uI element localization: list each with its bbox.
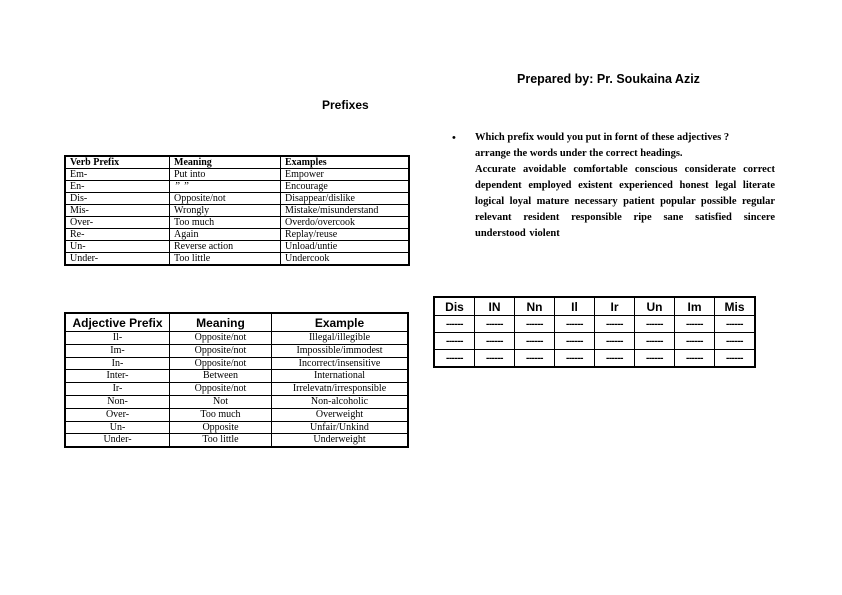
category-header-il: Il [555, 297, 595, 316]
adj-meaning-cell: Between [170, 370, 272, 383]
adjective-table-header [65, 313, 408, 332]
blank-cell: ------ [635, 333, 675, 350]
verb-example-cell: Mistake/misunderstand [281, 205, 410, 217]
adj-header-meaning: Meaning [170, 313, 272, 332]
blank-cell: ------ [475, 333, 515, 350]
adj-example-cell: International [272, 370, 409, 383]
verb-prefix-cell: Under- [65, 253, 170, 266]
table-row [65, 421, 408, 434]
adj-header-prefix: Adjective Prefix [65, 313, 170, 332]
adj-prefix-cell: Non- [65, 395, 170, 408]
verb-meaning-cell: ” ” [170, 181, 281, 193]
table-row [65, 332, 408, 345]
table-row [434, 333, 755, 350]
verb-prefix-cell: En- [65, 181, 170, 193]
adj-example-cell: Illegal/illegible [272, 332, 409, 345]
blank-cell: ------ [555, 333, 595, 350]
adj-prefix-cell: Inter- [65, 370, 170, 383]
blank-cell: ------ [715, 316, 756, 333]
verb-example-cell: Replay/reuse [281, 229, 410, 241]
blank-cell: ------ [434, 316, 475, 333]
exercise-question-line1: Which prefix would you put in fornt of these adjectives ? [475, 132, 730, 143]
blank-cell: ------ [434, 333, 475, 350]
blank-cell: ------ [595, 333, 635, 350]
table-row [65, 217, 409, 229]
verb-header-examples: Examples [281, 156, 410, 169]
verb-meaning-cell: Opposite/not [170, 193, 281, 205]
page-title: Prefixes [322, 98, 369, 112]
blank-cell: ------ [555, 350, 595, 368]
category-header-un: Un [635, 297, 675, 316]
verb-meaning-cell: Reverse action [170, 241, 281, 253]
category-table [433, 296, 756, 368]
table-row [65, 169, 409, 181]
adj-header-example: Example [272, 313, 409, 332]
blank-cell: ------ [675, 333, 715, 350]
table-row [65, 383, 408, 396]
category-header-mis: Mis [715, 297, 756, 316]
verb-table-header [65, 156, 409, 169]
blank-cell: ------ [595, 350, 635, 368]
verb-header-meaning: Meaning [170, 156, 281, 169]
adj-example-cell: Unfair/Unkind [272, 421, 409, 434]
adj-prefix-cell: Im- [65, 344, 170, 357]
verb-meaning-cell: Wrongly [170, 205, 281, 217]
table-row [434, 350, 755, 368]
prepared-by: Prepared by: Pr. Soukaina Aziz [517, 72, 700, 86]
exercise-block [452, 130, 775, 242]
blank-cell: ------ [434, 350, 475, 368]
adj-meaning-cell: Not [170, 395, 272, 408]
adj-meaning-cell: Opposite/not [170, 332, 272, 345]
blank-cell: ------ [635, 316, 675, 333]
blank-cell: ------ [515, 333, 555, 350]
adj-prefix-cell: Under- [65, 434, 170, 447]
adj-prefix-cell: Un- [65, 421, 170, 434]
adj-example-cell: Incorrect/insensitive [272, 357, 409, 370]
blank-cell: ------ [675, 350, 715, 368]
blank-cell: ------ [515, 350, 555, 368]
adj-meaning-cell: Opposite/not [170, 344, 272, 357]
blank-cell: ------ [715, 350, 756, 368]
table-row [65, 395, 408, 408]
verb-meaning-cell: Again [170, 229, 281, 241]
adj-prefix-cell: Il- [65, 332, 170, 345]
adj-meaning-cell: Too much [170, 408, 272, 421]
table-row [65, 370, 408, 383]
table-row [65, 357, 408, 370]
category-header-dis: Dis [434, 297, 475, 316]
table-row [65, 434, 408, 447]
table-row [65, 253, 409, 266]
adj-meaning-cell: Opposite/not [170, 357, 272, 370]
adj-meaning-cell: Opposite/not [170, 383, 272, 396]
blank-cell: ------ [555, 316, 595, 333]
blank-cell: ------ [675, 316, 715, 333]
table-row [65, 181, 409, 193]
category-header-ir: Ir [595, 297, 635, 316]
verb-example-cell: Encourage [281, 181, 410, 193]
verb-prefix-cell: Mis- [65, 205, 170, 217]
adj-example-cell: Irrelevatn/irresponsible [272, 383, 409, 396]
adj-meaning-cell: Too little [170, 434, 272, 447]
table-row [434, 316, 755, 333]
category-table-header [434, 297, 755, 316]
verb-prefix-table [64, 155, 410, 266]
adj-example-cell: Overweight [272, 408, 409, 421]
category-header-im: Im [675, 297, 715, 316]
table-row [65, 241, 409, 253]
blank-cell: ------ [595, 316, 635, 333]
verb-prefix-cell: Re- [65, 229, 170, 241]
verb-prefix-cell: Dis- [65, 193, 170, 205]
exercise-question-line2: arrange the words under the correct headings. [475, 148, 683, 159]
verb-prefix-cell: Over- [65, 217, 170, 229]
adj-prefix-cell: In- [65, 357, 170, 370]
table-row [65, 344, 408, 357]
exercise-word-list: Accurate avoidable comfortable conscious considerate correct dependent employed existent experienced honest legal literate logical loyal mature necessary patient popular possible regular relevant resident responsible ripe sane satisfied sincere understood violent [475, 164, 775, 239]
verb-header-prefix: Verb Prefix [65, 156, 170, 169]
verb-prefix-cell: Un- [65, 241, 170, 253]
table-row [65, 193, 409, 205]
verb-example-cell: Disappear/dislike [281, 193, 410, 205]
blank-cell: ------ [515, 316, 555, 333]
category-header-in: IN [475, 297, 515, 316]
table-row [65, 408, 408, 421]
verb-example-cell: Empower [281, 169, 410, 181]
verb-meaning-cell: Put into [170, 169, 281, 181]
verb-meaning-cell: Too much [170, 217, 281, 229]
adj-example-cell: Non-alcoholic [272, 395, 409, 408]
adj-meaning-cell: Opposite [170, 421, 272, 434]
verb-example-cell: Overdo/overcook [281, 217, 410, 229]
table-row [65, 205, 409, 217]
verb-example-cell: Unload/untie [281, 241, 410, 253]
blank-cell: ------ [475, 316, 515, 333]
adj-example-cell: Impossible/immodest [272, 344, 409, 357]
blank-cell: ------ [475, 350, 515, 368]
category-header-nn: Nn [515, 297, 555, 316]
blank-cell: ------ [635, 350, 675, 368]
adj-example-cell: Underweight [272, 434, 409, 447]
adj-prefix-cell: Over- [65, 408, 170, 421]
adj-prefix-cell: Ir- [65, 383, 170, 396]
table-row [65, 229, 409, 241]
bullet-icon: • [452, 132, 456, 144]
adjective-prefix-table [64, 312, 409, 448]
verb-meaning-cell: Too little [170, 253, 281, 266]
verb-example-cell: Undercook [281, 253, 410, 266]
verb-prefix-cell: Em- [65, 169, 170, 181]
blank-cell: ------ [715, 333, 756, 350]
